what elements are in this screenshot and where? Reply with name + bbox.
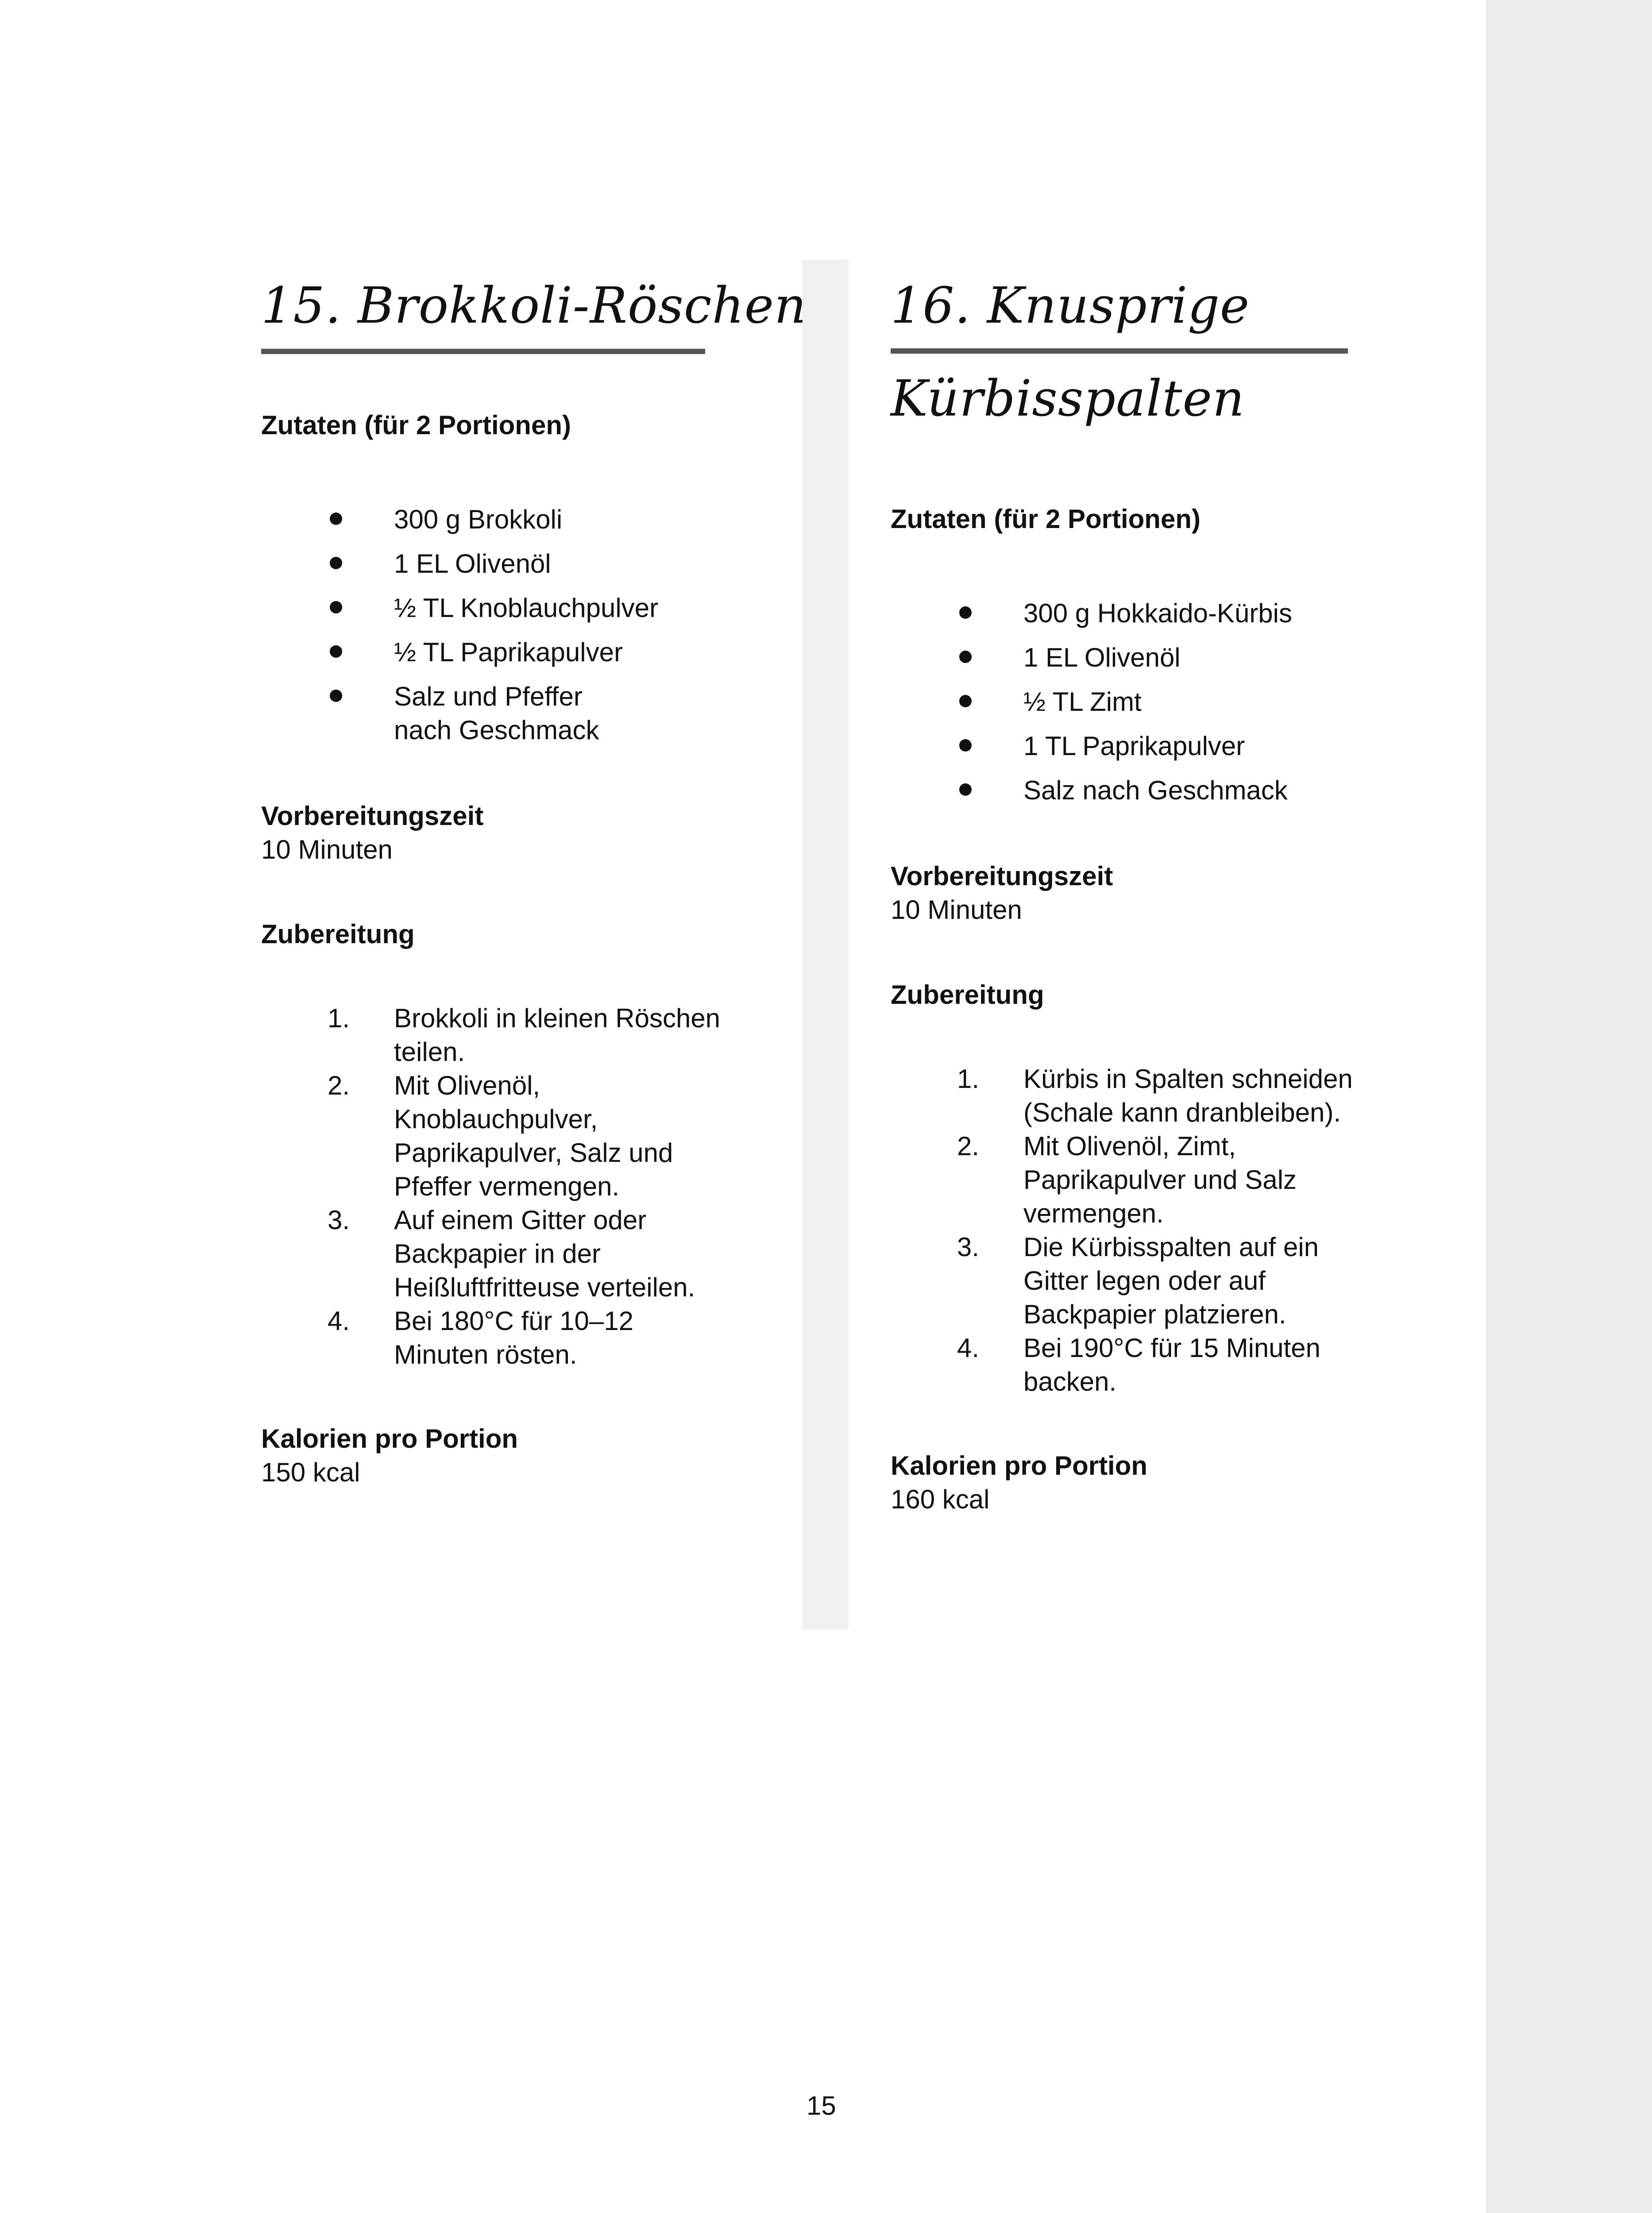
list-item: 2. Mit Olivenöl, Zimt, Paprikapulver und Salz vermengen.	[957, 1131, 1297, 1228]
calories-value: 150 kcal	[261, 1457, 360, 1487]
preparation-heading: Zubereitung	[891, 980, 1044, 1010]
calories-value: 160 kcal	[891, 1484, 990, 1514]
bullet-icon	[330, 601, 342, 613]
page-number: 15	[807, 2091, 836, 2120]
list-item: 300 g Brokkoli	[261, 503, 761, 536]
bullet-icon	[959, 606, 972, 619]
list-item: 1 EL Olivenöl	[261, 547, 761, 581]
ingredients-heading: Zutaten (für 2 Portionen)	[891, 504, 1200, 534]
preparation-heading: Zubereitung	[261, 919, 415, 949]
recipe-title-line1: 16. Knusprige	[891, 277, 1250, 335]
list-item: 1. Kürbis in Spalten schneiden (Schale kann dranbleiben).	[957, 1064, 1353, 1127]
bullet-icon	[330, 690, 342, 702]
prep-time-value: 10 Minuten	[891, 895, 1022, 925]
ingredients-heading: Zutaten (für 2 Portionen)	[261, 410, 571, 440]
prep-time-heading: Vorbereitungszeit	[261, 801, 484, 831]
title-underline	[891, 348, 1348, 354]
steps-list	[891, 1062, 1413, 1399]
list-item: 1 TL Paprikapulver	[891, 729, 1413, 763]
recipe-title: 15. Brokkoli-Röschen	[261, 277, 807, 335]
list-item: ½ TL Knoblauchpulver	[261, 591, 761, 625]
bullet-icon	[330, 645, 342, 658]
prep-time-heading: Vorbereitungszeit	[891, 861, 1113, 891]
list-item: ½ TL Zimt	[891, 685, 1413, 719]
calories-heading: Kalorien pro Portion	[891, 1451, 1148, 1480]
list-item: 3. Die Kürbisspalten auf ein Gitter legen oder auf Backpapier platzieren.	[957, 1232, 1319, 1329]
bullet-icon	[330, 557, 342, 569]
ingredients-list	[891, 597, 1413, 818]
list-item: 4. Bei 190°C für 15 Minuten backen.	[957, 1333, 1321, 1396]
bullet-icon	[959, 739, 972, 752]
bullet-icon	[959, 783, 972, 796]
calories-heading: Kalorien pro Portion	[261, 1424, 518, 1453]
title-underline	[261, 349, 705, 354]
bullet-icon	[959, 651, 972, 663]
bullet-icon	[330, 513, 342, 525]
recipe-title-line2: Kürbisspalten	[891, 370, 1245, 428]
column-divider	[802, 260, 849, 1630]
list-item: 2. Mit Olivenöl, Knoblauchpulver, Paprikapulver, Salz und Pfeffer vermengen.	[328, 1071, 673, 1201]
list-item: 1 EL Olivenöl	[891, 641, 1413, 675]
list-item: 4. Bei 180°C für 10–12 Minuten rösten.	[328, 1306, 634, 1369]
list-item: ½ TL Paprikapulver	[261, 636, 761, 669]
list-item: Salz und Pfeffer nach Geschmack	[261, 680, 761, 747]
ingredients-list	[261, 503, 761, 758]
list-item: 300 g Hokkaido-Kürbis	[891, 597, 1413, 630]
list-item: Salz nach Geschmack	[891, 774, 1413, 807]
list-item: 1. Brokkoli in kleinen Röschen teilen.	[328, 1003, 721, 1067]
prep-time-value: 10 Minuten	[261, 835, 393, 864]
list-item: 3. Auf einem Gitter oder Backpapier in der Heißluftfritteuse verteilen.	[328, 1205, 695, 1302]
page-margin-strip	[1486, 0, 1652, 2213]
steps-list	[261, 1002, 761, 1372]
bullet-icon	[959, 695, 972, 707]
